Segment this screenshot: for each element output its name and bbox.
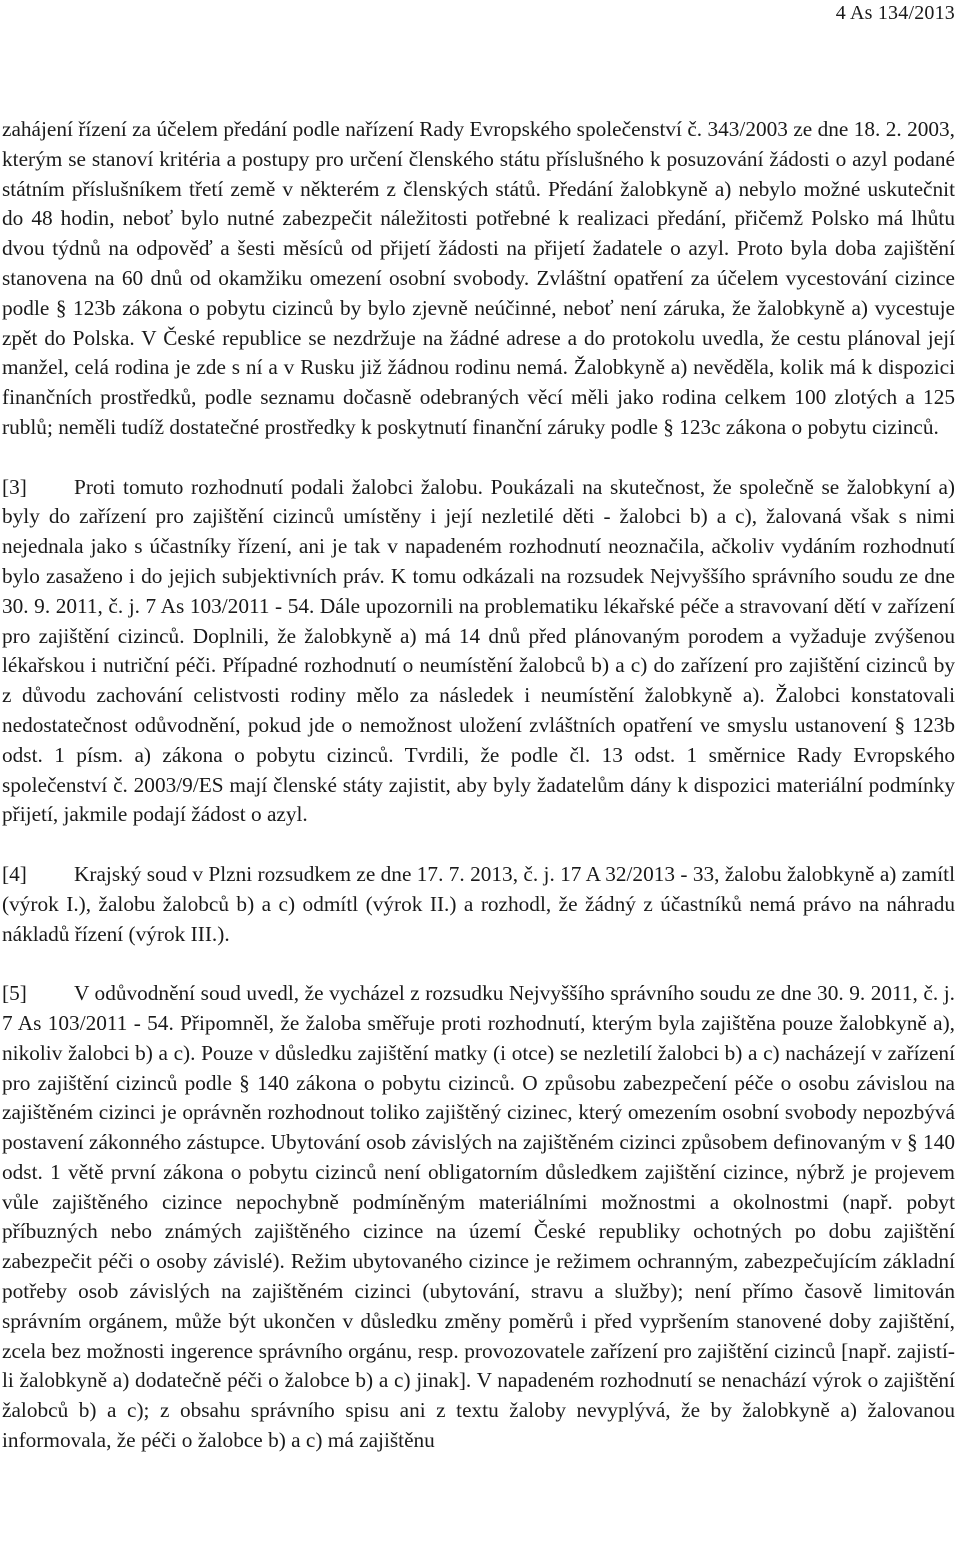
paragraph-3 [2, 473, 955, 831]
paragraph-5 [2, 979, 955, 1456]
document-body [2, 115, 955, 1486]
paragraph-number: [4] [2, 861, 27, 886]
paragraph-number: [5] [2, 981, 27, 1006]
paragraph-4 [2, 860, 955, 949]
paragraph-continuation [2, 115, 955, 443]
paragraph-text: V odůvodnění soud uvedl, že vycházel z rozsudku Nejvyššího správního soudu ze dne 30. 9. 2011, č. j. 7 As 103/2011 - 54. Připomněl, že žaloba směřuje proti rozhodnutí, kterým byla zajištěna pouze žalobkyně a), nikoliv žalobci b) a c). Pouze v důsledku zajištění matky (i otce) se nezletilí žalobci b) a c) nacházejí v zařízení pro zajištění cizinců podle § 140 zákona o pobytu cizinců. O způsobu zabezpečení péče o osobu závislou na zajištěném cizinci je oprávněn rozhodnout toliko zajištěný cizinec, který omezením osobní svobody nepozbývá postavení zákonného zástupce. Ubytování osob závislých na zajištěném cizinci způsobem definovaným v § 140 odst. 1 větě první zákona o pobytu cizinců není obligatorním důsledkem zajištění cizince, nýbrž je projevem vůle zajištěného cizince nepochybně podmíněným materiálními možnostmi a okolnostmi (např. pobyt příbuzných nebo známých zajištěného cizince na území České republiky ochotných po dobu zajištění zabezpečit péči o osoby závislé). Režim ubytovaného cizince je režimem ochranným, zabezpečujícím základní potřeby osob závislých na zajištěném cizinci (ubytování, stravu a služby); není přímo časově limitován správním orgánem, může být ukončen v důsledku změny poměrů i před vypršením stanovené doby zajištění, zcela bez možnosti ingerence správního orgánu, resp. provozovatele zařízení pro zajištění cizinců [např. zajistí-li žalobkyně a) dodatečně péči o žalobce b) a c) jinak]. V napadeném rozhodnutí se nenachází výrok o zajištění žalobců b) a c); z obsahu správního spisu ani z textu žaloby nevyplývá, že by žalobkyně a) žalovanou informovala, že péči o žalobce b) a c) má zajištěnu [2, 981, 955, 1453]
paragraph-number: [3] [2, 474, 27, 499]
paragraph-text: zahájení řízení za účelem předání podle nařízení Rady Evropského společenství č. 343/2003 ze dne 18. 2. 2003, kterým se stanoví kritéria a postupy pro určení členského státu příslušného k posuzování žádosti o azyl podané státním příslušníkem třetí země v některém z členských států. Předání žalobkyně a) nebylo možné uskutečnit do 48 hodin, neboť bylo nutné zabezpečit náležitosti potřebné k realizaci předání, přičemž Polsko má lhůtu dvou týdnů na odpověď a šesti měsíců od přijetí žádosti na přijetí žadatele o azyl. Proto byla doba zajištění stanovena na 60 dnů od okamžiku omezení osobní svobody. Zvláštní opatření za účelem vycestování cizince podle § 123b zákona o pobytu cizinců by bylo zjevně neúčinné, neboť není záruka, že žalobkyně a) vycestuje zpět do Polska. V České republice se nezdržuje na žádné adrese a do protokolu uvedla, že cestu plánoval její manžel, celá rodina je zde s ní a v Rusku již žádnou rodinu nemá. Žalobkyně a) nevěděla, kolik má k dispozici finančních prostředků, podle seznamu dočasně odebraných věcí měli jako rodina celkem 100 zlotých a 125 rublů; neměli tudíž dostatečné prostředky k poskytnutí finanční záruky podle § 123c zákona o pobytu cizinců. [2, 117, 955, 439]
case-number: 4 As 134/2013 [835, 2, 955, 24]
paragraph-text: Proti tomuto rozhodnutí podali žalobci žalobu. Poukázali na skutečnost, že společně se žalobkyní a) byly do zařízení pro zajištění cizinců umístěny i její nezletilé děti - žalobci b) a c), žalovaná však s nimi nejednala jako s účastníky řízení, ani je tak v napadeném rozhodnutí neoznačila, ačkoliv vydáním rozhodnutí bylo zasaženo i do jejich subjektivních práv. K tomu odkázali na rozsudek Nejvyššího správního soudu ze dne 30. 9. 2011, č. j. 7 As 103/2011 - 54. Dále upozornili na problematiku lékařské péče a stravovaní dětí v zařízení pro zajištění cizinců. Doplnili, že žalobkyně a) má 14 dnů před plánovaným porodem a vyžaduje zvýšenou lékařskou i nutriční péči. Případné rozhodnutí o neumístění žalobců b) a c) do zařízení pro zajištění cizinců by z důvodu zachování celistvosti rodiny mělo za následek i neumístění žalobkyně a). Žalobci konstatovali nedostatečnost odůvodnění, pokud jde o nemožnost uložení zvláštních opatření ve smyslu ustanovení § 123b odst. 1 písm. a) zákona o pobytu cizinců. Tvrdili, že podle čl. 13 odst. 1 směrnice Rady Evropského společenství č. 2003/9/ES mají členské státy zajistit, aby byly žadatelům dány k dispozici materiální podmínky přijetí, jakmile podají žádost o azyl. [2, 474, 955, 827]
paragraph-text: Krajský soud v Plzni rozsudkem ze dne 17. 7. 2013, č. j. 17 A 32/2013 - 33, žalobu žalobkyně a) zamítl (výrok I.), žalobu žalobců b) a c) odmítl (výrok II.) a rozhodl, že žádný z účastníků nemá právo na náhradu nákladů řízení (výrok III.). [2, 861, 955, 946]
